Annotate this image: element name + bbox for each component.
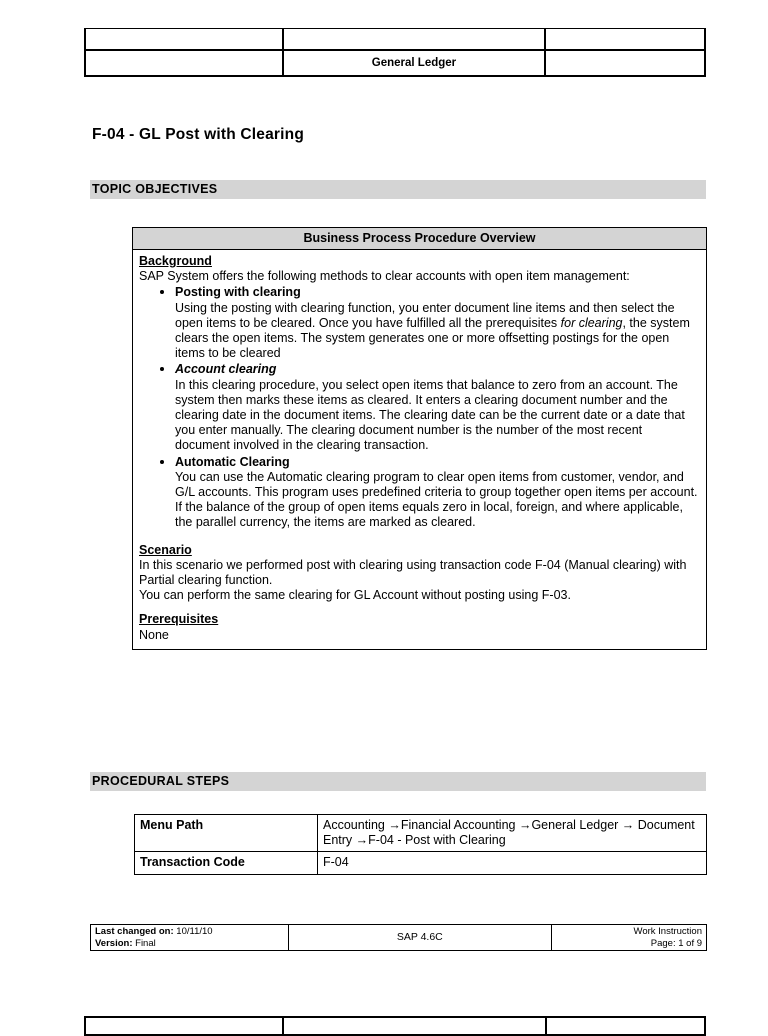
header-cell-left-bottom <box>85 50 283 76</box>
footer-left-cell <box>91 925 289 951</box>
footer-last-changed <box>95 926 284 938</box>
footer-version <box>95 938 284 950</box>
footer-doc-type: Work Instruction <box>633 926 702 937</box>
footer-row <box>91 925 707 951</box>
background-label: Background <box>139 254 212 268</box>
list-item <box>175 454 698 531</box>
next-page-header-table <box>84 1016 706 1036</box>
section-heading-procedural-steps-label: PROCEDURAL STEPS <box>92 774 230 788</box>
bullet-title: Posting with clearing <box>175 285 301 300</box>
next-page-cell-left <box>85 1017 283 1035</box>
bullet-text: In this clearing procedure, you select open items that balance to zero from an account. The system then marks these items as cleared. It enters a clearing document number and the clearing date in the document items. The clearing date can be the current date or a date that you enter manually. The clearing document number is the number of the most recent document involved in the clearing transaction. <box>175 377 685 453</box>
section-heading-topic-objectives <box>90 180 706 199</box>
spacer <box>139 603 698 612</box>
bpp-overview-box <box>132 227 707 650</box>
header-cell-left-top <box>85 29 283 51</box>
footer-version-value: Final <box>135 937 156 949</box>
prerequisites-label: Prerequisites <box>139 612 219 627</box>
next-page-cell-center <box>283 1017 546 1035</box>
transaction-code-value: F-04 <box>318 852 707 874</box>
section-heading-topic-objectives-label: TOPIC OBJECTIVES <box>92 182 218 196</box>
spacer <box>139 531 698 543</box>
footer-center-cell: SAP 4.6C <box>288 925 551 951</box>
transaction-code-label: Transaction Code <box>135 852 318 874</box>
scenario-label: Scenario <box>139 542 192 557</box>
footer-last-changed-value: 10/11/10 <box>176 926 213 937</box>
methods-list <box>139 284 698 530</box>
bullet-title: Automatic Clearing <box>175 454 290 469</box>
background-intro: SAP System offers the following methods to clear accounts with open item management: <box>139 269 630 284</box>
next-page-cell-right <box>546 1017 705 1035</box>
next-page-header-row <box>85 1017 705 1035</box>
footer-version-label: Version: <box>95 937 133 949</box>
prerequisites-value: None <box>139 627 169 642</box>
bullet-text: You can use the Automatic clearing program to clear open items from customer, vendor, and G/L accounts. This program uses predefined criteria to group together open items per account. If the balance of the group of open items equals zero in local, foreign, and where applicable, the parallel currency, the items are marked as cleared. <box>175 469 698 530</box>
header-cell-right-bottom <box>545 50 705 76</box>
bullet-text <box>175 301 698 362</box>
page-header-table <box>84 28 706 77</box>
header-row-bottom <box>85 50 705 76</box>
table-row <box>135 852 707 874</box>
scenario-text-1: In this scenario we performed post with clearing using transaction code F-04 (Manual clearing) with Partial clearing function. <box>139 557 687 588</box>
scenario-text-2: You can perform the same clearing for GL Account without posting using F-03. <box>139 588 571 603</box>
section-heading-procedural-steps <box>90 772 706 791</box>
footer-last-changed-label: Last changed on: <box>95 926 174 937</box>
bullet-title: Account clearing <box>175 362 277 377</box>
bullet-text-part2: , the system clears the open items. The system generates one or more offsetting postings for the open items to be cleared <box>175 315 690 361</box>
footer-right-cell <box>552 925 707 951</box>
page-title: F-04 - GL Post with Clearing <box>92 126 305 143</box>
procedural-steps-table <box>134 814 707 875</box>
page-footer-table <box>90 924 707 951</box>
list-item <box>175 284 698 361</box>
bpp-overview-heading: Business Process Procedure Overview <box>133 228 706 250</box>
header-cell-right-top <box>545 29 705 51</box>
bullet-text-part1: Using the posting with clearing function, you enter document line items and then select the open items to be cleared. Once you have fulfilled all the prerequisites <box>175 300 675 330</box>
table-row <box>135 815 707 852</box>
header-row-top <box>85 29 705 51</box>
footer-page-number: Page: 1 of 9 <box>650 937 702 949</box>
list-item <box>175 361 698 453</box>
header-title: General Ledger <box>283 50 546 76</box>
menu-path-label: Menu Path <box>135 815 318 852</box>
bpp-overview-body <box>133 250 706 649</box>
bullet-text-italic: for clearing <box>560 315 623 330</box>
header-cell-center-top <box>283 29 546 51</box>
menu-path-value: Accounting →Financial Accounting →General Ledger → Document Entry →F-04 - Post with Clearing <box>318 815 707 852</box>
